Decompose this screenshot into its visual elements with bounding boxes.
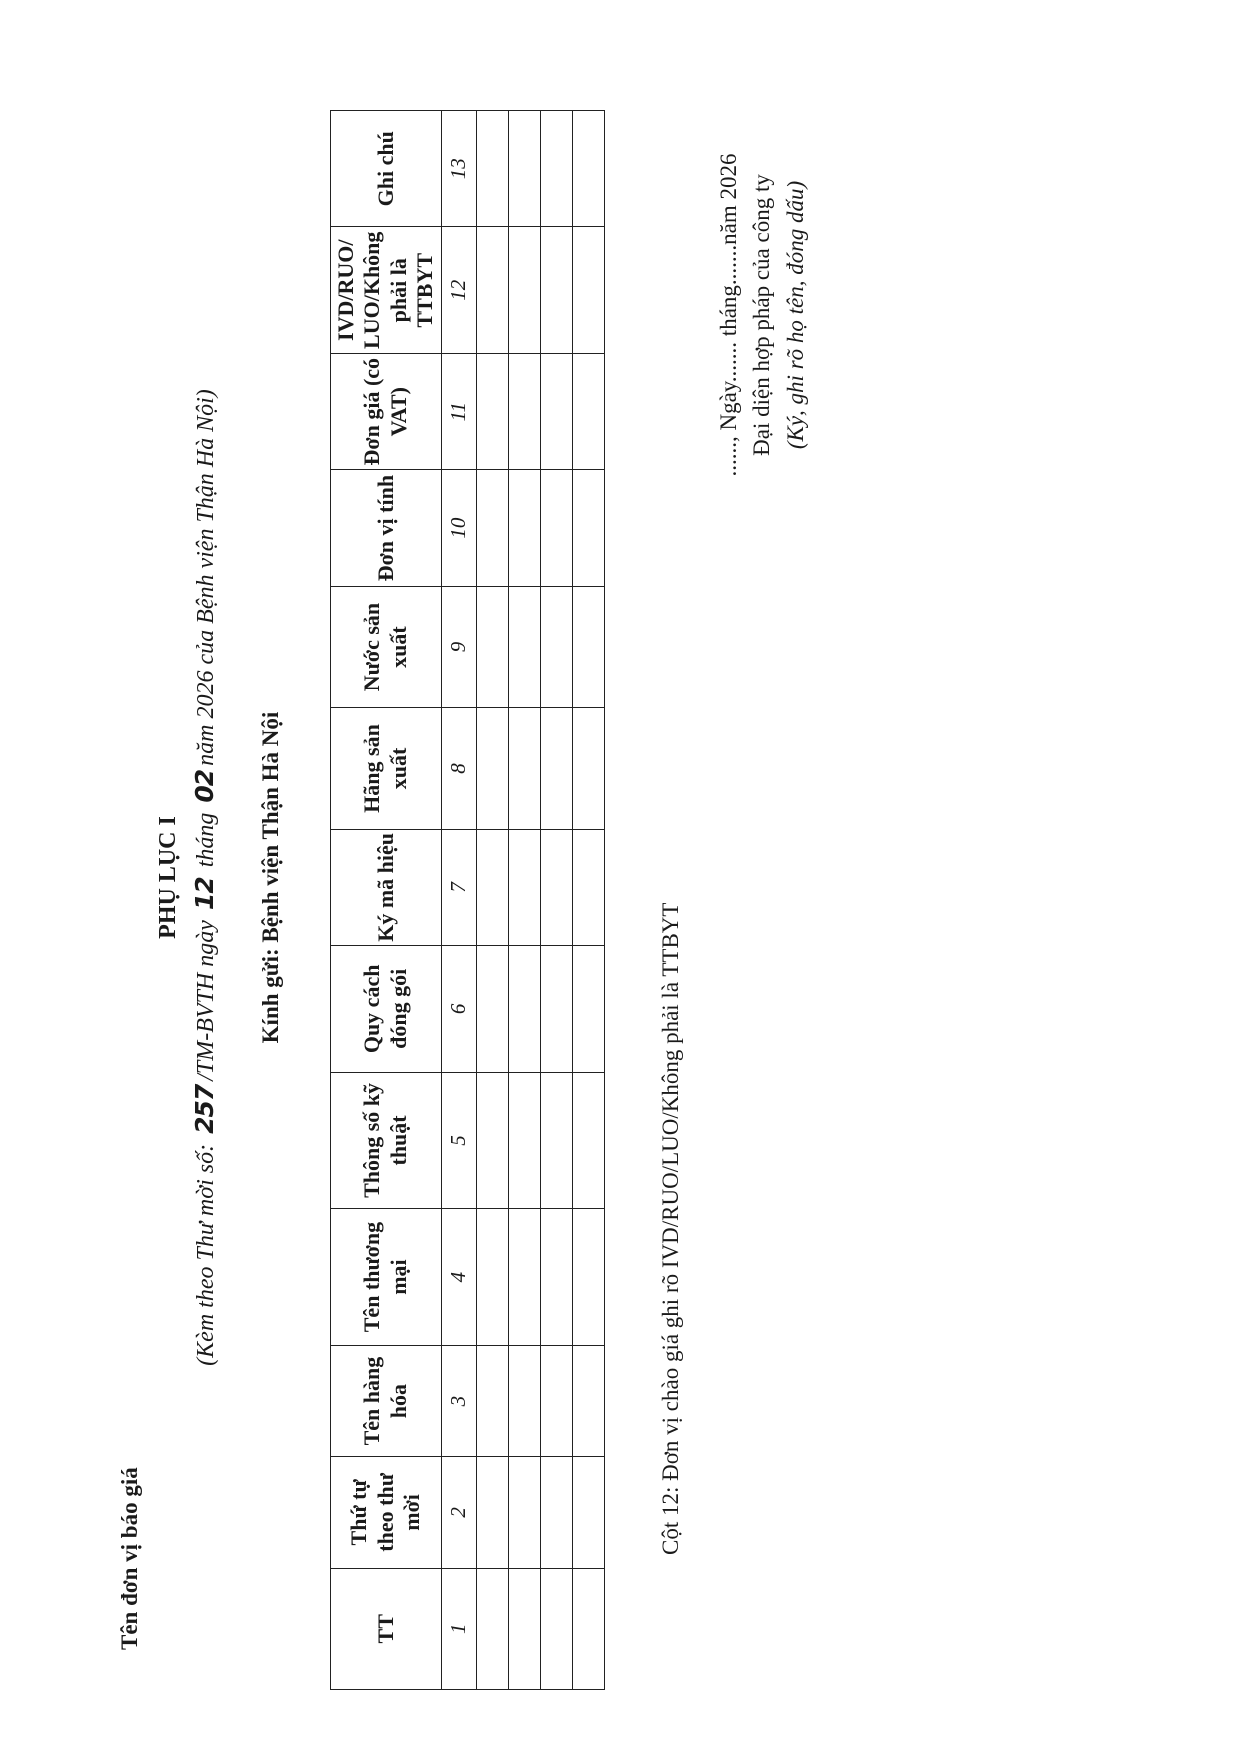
header-cell: Quy cách đóng gói	[331, 946, 442, 1073]
table-cell	[476, 470, 508, 586]
sender-label: Tên đơn vị báo giá	[117, 1467, 142, 1650]
table-cell	[508, 829, 540, 945]
table-cell	[476, 708, 508, 829]
table-cell	[476, 1072, 508, 1209]
table-body	[441, 111, 604, 1690]
table-cell	[508, 708, 540, 829]
subtitle-mid2: tháng	[193, 812, 219, 868]
appendix-title: PHỤ LỤC I	[155, 816, 181, 939]
column-number-cell: 1	[441, 1568, 476, 1689]
header-cell: Đơn vị tính	[331, 470, 442, 586]
column-number-cell: 5	[441, 1072, 476, 1209]
table-cell	[476, 1568, 508, 1689]
header-cell: Ký mã hiệu	[331, 829, 442, 945]
table-cell	[540, 111, 572, 228]
header-cell: Thông số kỹ thuật	[331, 1072, 442, 1209]
column-number-cell: 13	[441, 111, 476, 228]
subtitle-prefix: (Kèm theo Thư mời số:	[193, 1143, 219, 1366]
table-cell	[540, 470, 572, 586]
header-row	[331, 111, 442, 1690]
column-number-row	[441, 111, 476, 1690]
table-cell	[508, 1209, 540, 1346]
column-number-cell: 6	[441, 946, 476, 1073]
table-cell	[508, 586, 540, 707]
column-number-cell: 2	[441, 1457, 476, 1568]
signature-block	[712, 55, 812, 575]
table-cell	[572, 227, 604, 354]
table-cell	[476, 946, 508, 1073]
column-number-cell: 8	[441, 708, 476, 829]
header-cell: IVD/RUO/ LUO/Không phải là TTBYT	[331, 227, 442, 354]
table-cell	[572, 1209, 604, 1346]
subtitle-suffix: năm 2026 của Bệnh viện Thận Hà Nội)	[193, 389, 219, 766]
column-number-cell: 3	[441, 1345, 476, 1456]
table-cell	[476, 354, 508, 470]
column-number-cell: 7	[441, 829, 476, 945]
table-cell	[476, 1209, 508, 1346]
table-cell	[572, 1568, 604, 1689]
table-cell	[508, 470, 540, 586]
table-cell	[508, 1457, 540, 1568]
table-cell	[476, 227, 508, 354]
column-number-cell: 12	[441, 227, 476, 354]
table-cell	[540, 1209, 572, 1346]
table-cell	[572, 586, 604, 707]
table-cell	[540, 1072, 572, 1209]
table-cell	[572, 470, 604, 586]
handwritten-day: 12	[190, 877, 219, 911]
handwritten-number: 257	[190, 1084, 219, 1134]
table-cell	[572, 354, 604, 470]
signature-date-line: ......, Ngày....... tháng.......năm 2026	[716, 153, 741, 477]
table-row	[572, 111, 604, 1690]
column-number-cell: 4	[441, 1209, 476, 1346]
appendix-subtitle	[190, 0, 220, 1755]
table-cell	[508, 354, 540, 470]
table-cell	[476, 829, 508, 945]
table-row	[476, 111, 508, 1690]
table-cell	[476, 1457, 508, 1568]
handwritten-month: 02	[190, 769, 219, 803]
header-cell: Thứ tự theo thư mời	[331, 1457, 442, 1568]
recipient-line: Kính gửi: Bệnh viện Thận Hà Nội	[258, 711, 283, 1044]
header-cell: Tên thương mại	[331, 1209, 442, 1346]
table-cell	[540, 1568, 572, 1689]
table-cell	[476, 586, 508, 707]
table-cell	[508, 227, 540, 354]
table-cell	[508, 1345, 540, 1456]
table-cell	[572, 1072, 604, 1209]
quote-table	[330, 110, 605, 1690]
table-cell	[540, 708, 572, 829]
table-cell	[508, 946, 540, 1073]
table-cell	[540, 1457, 572, 1568]
table-row	[508, 111, 540, 1690]
column-note: Cột 12: Đơn vị chào giá ghi rõ IVD/RUO/LUO/Không phải là TTBYT	[658, 902, 683, 1555]
table-cell	[540, 829, 572, 945]
header-cell: Ghi chú	[331, 111, 442, 228]
column-number-cell: 10	[441, 470, 476, 586]
table-cell	[540, 946, 572, 1073]
table-cell	[572, 1345, 604, 1456]
table-row	[540, 111, 572, 1690]
header-cell: Tên hàng hóa	[331, 1345, 442, 1456]
table-cell	[476, 111, 508, 228]
header-cell: Hãng sản xuất	[331, 708, 442, 829]
subtitle-mid1: /TM-BVTH ngày	[193, 920, 219, 1081]
signature-rep-line: Đại diện hợp pháp của công ty	[749, 174, 775, 456]
table-cell	[540, 227, 572, 354]
table-cell	[476, 1345, 508, 1456]
table-cell	[508, 111, 540, 228]
table-cell	[540, 354, 572, 470]
table-cell	[508, 1072, 540, 1209]
table-cell	[540, 1345, 572, 1456]
header-cell: Đơn giá (có VAT)	[331, 354, 442, 470]
table-cell	[572, 708, 604, 829]
signature-instruction: (Ký, ghi rõ họ tên, đóng dấu)	[782, 180, 808, 450]
table-cell	[572, 1457, 604, 1568]
table-cell	[540, 586, 572, 707]
table-cell	[508, 1568, 540, 1689]
table-cell	[572, 946, 604, 1073]
column-number-cell: 11	[441, 354, 476, 470]
column-number-cell: 9	[441, 586, 476, 707]
table-cell	[572, 111, 604, 228]
header-cell: Nước sản xuất	[331, 586, 442, 707]
table-cell	[572, 829, 604, 945]
header-cell: TT	[331, 1568, 442, 1689]
